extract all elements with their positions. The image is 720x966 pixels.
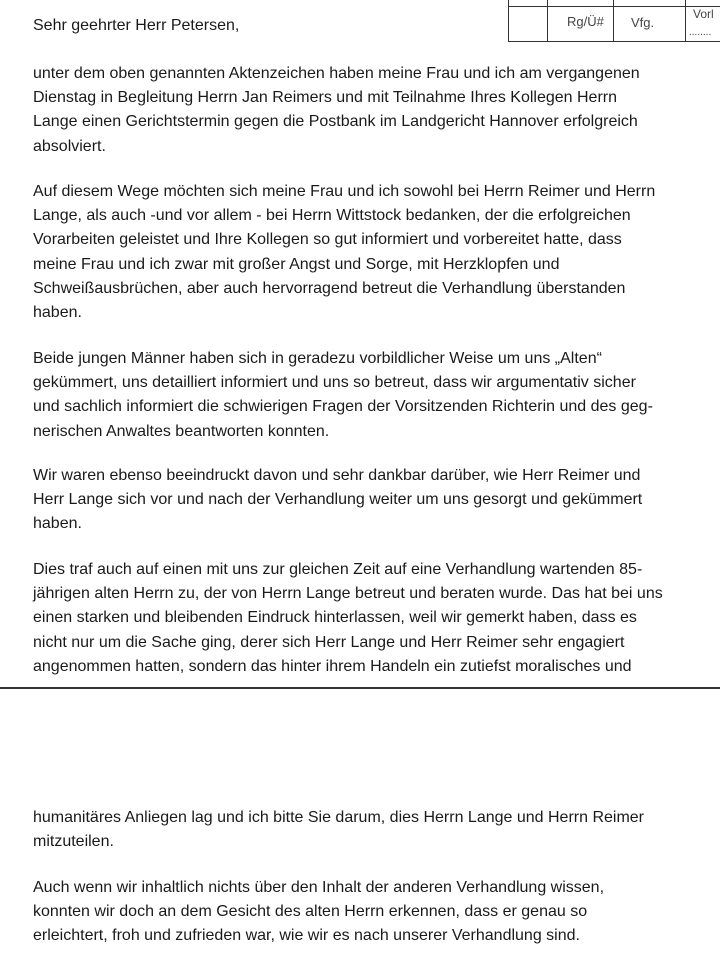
text-line: Dies traf auch auf einen mit uns zur gleichen Zeit auf eine Verhandlung wartenden 85- <box>33 561 643 578</box>
text-line: absolviert. <box>33 137 106 155</box>
text-line: meine Frau und ich zwar mit großer Angst und Sorge, mit Herzklopfen und <box>33 255 560 273</box>
text-line: Lange, als auch -und vor allem - bei Herrn Wittstock bedanken, der die erfolgreichen <box>33 207 631 225</box>
text-line: unter dem oben genannten Aktenzeichen haben meine Frau und ich am vergangenen <box>33 65 640 82</box>
office-stamp-box <box>508 0 720 42</box>
text-line: nicht nur um die Sache ging, derer sich Herr Lange und Herr Reimer sehr engagiert <box>33 633 625 651</box>
text-line: mitzuteilen. <box>33 833 114 851</box>
paragraph <box>33 806 713 854</box>
stamp-divider <box>613 0 614 41</box>
paragraph <box>33 347 713 444</box>
stamp-dots: ........ <box>689 27 712 38</box>
stamp-divider <box>685 0 686 41</box>
text-line: konnten wir doch an dem Gesicht des alten Herrn erkennen, dass er genau so <box>33 903 588 921</box>
paragraph <box>33 464 713 537</box>
text-line: Schweißausbrüchen, aber auch hervorragend betreut die Verhandlung überstanden <box>33 279 626 297</box>
paragraph <box>33 558 713 679</box>
text-line: Auch wenn wir inhaltlich nichts über den Inhalt der anderen Verhandlung wissen, <box>33 879 605 896</box>
stamp-cell-vorl: Vorl <box>693 7 714 21</box>
stamp-divider <box>509 6 720 7</box>
paragraph <box>33 62 713 159</box>
text-line: Herr Lange sich vor und nach der Verhandlung weiter um uns gesorgt und gekümmert <box>33 491 643 509</box>
text-line: und sachlich informiert die schwierigen Fragen der Vorsitzenden Richterin und des geg- <box>33 398 653 416</box>
stamp-cell-vfg: Vfg. <box>631 15 655 30</box>
text-line: haben. <box>33 515 82 533</box>
text-line: nerischen Anwaltes beantworten konnten. <box>33 422 330 440</box>
text-line: Vorarbeiten geleistet und Ihre Kollegen so gut informiert und vorbereitet hatte, dass <box>33 231 622 249</box>
text-line: humanitäres Anliegen lag und ich bitte Sie darum, dies Herrn Lange und Herrn Reimer <box>33 809 645 826</box>
text-line: angenommen hatten, sondern das hinter ihrem Handeln ein zutiefst moralisches und <box>33 657 632 675</box>
text-line: einen starken und bleibenden Eindruck hinterlassen, weil wir gemerkt haben, dass es <box>33 609 637 627</box>
text-line: Auf diesem Wege möchten sich meine Frau und ich sowohl bei Herrn Reimer und Herrn <box>33 183 656 200</box>
paragraph <box>33 876 713 949</box>
text-line: jährigen alten Herrn zu, der von Herrn Lange betreut und beraten wurde. Das hat bei uns <box>33 585 663 603</box>
text-line: Wir waren ebenso beeindruckt davon und sehr dankbar darüber, wie Herr Reimer und <box>33 467 641 484</box>
text-line: Lange einen Gerichtstermin gegen die Postbank im Landgericht Hannover erfolgreich <box>33 113 638 131</box>
text-line: Beide jungen Männer haben sich in geradezu vorbildlicher Weise um uns „Alten“ <box>33 350 602 367</box>
text-line: Dienstag in Begleitung Herrn Jan Reimers und mit Teilnahme Ihres Kollegen Herrn <box>33 89 617 107</box>
text-line: erleichtert, froh und zufrieden war, wie wir es nach unserer Verhandlung sind. <box>33 927 580 945</box>
stamp-cell-rg: Rg/Ü# <box>567 14 604 29</box>
page-break-line <box>0 687 720 689</box>
text-line: gekümmert, uns detailliert informiert und uns so betreut, dass wir argumentativ sicher <box>33 374 636 392</box>
stamp-divider <box>547 0 548 41</box>
letter-salutation: Sehr geehrter Herr Petersen, <box>33 17 240 34</box>
text-line: haben. <box>33 304 82 322</box>
paragraph <box>33 180 713 325</box>
